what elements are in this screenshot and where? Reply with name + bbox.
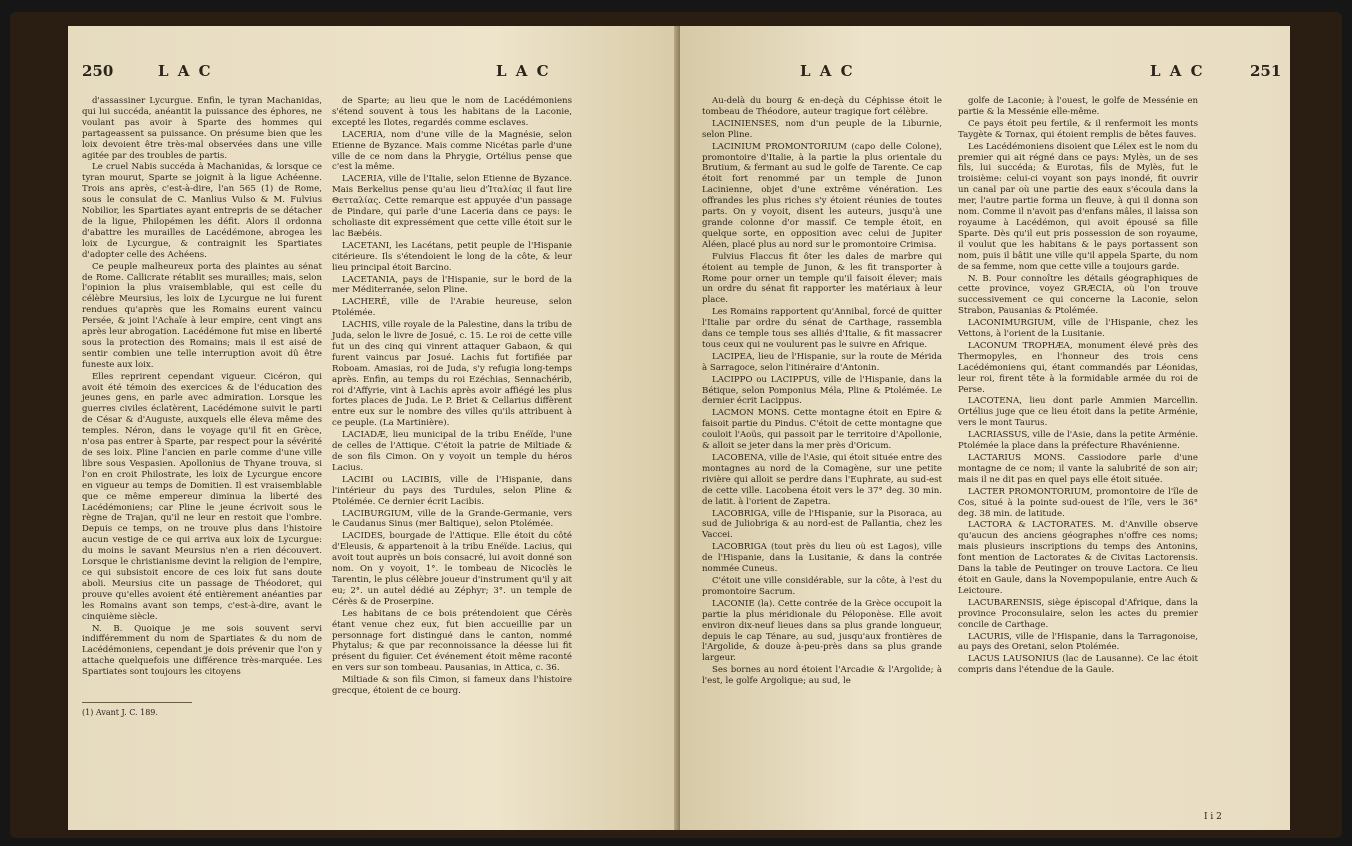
paragraph: LACOBENA, ville de l'Asie, qui étoit située entre des montagnes au nord de la Comagène, sur une petite rivière qui alloit se perdre dans l'Euphrate, au sud-est de cette ville. Lacobena étoit vers le 37° deg. 30 min. de latit. à l'orient de Zapetra. [702,453,942,507]
paragraph: LACOTENA, lieu dont parle Ammien Marcellin. Ortélius juge que ce lieu étoit dans la petite Arménie, vers le mont Taurus. [958,396,1198,429]
paragraph: Le cruel Nabis succéda à Machanidas, & lorsque ce tyran mourut, Sparte se joignit à la ligue Achéenne. Trois ans après, c'est-à-dire, l'an 565 (1) de Rome, sous le consulat de C. Manlius Vulso & M. Fulvius Nobilior, les Spartiates ayant entrepris de se détacher de la ligue, Philopémen les défit. Alors il ordonna d'abattre les murailles de Lacédémone, abrogea les loix de Lycurgue, & contraignit les Spartiates d'adopter celle des Achéens. [82,162,322,260]
paragraph: LACETANIA, pays de l'Hispanie, sur le bord de la mer Méditerranée, selon Pline. [332,274,572,296]
left-column-2 [332,96,572,816]
paragraph: LACHERÉ, ville de l'Arabie heureuse, selon Ptolémée. [332,297,572,319]
page-number-left: 250 [82,62,114,80]
paragraph: LACRIASSUS, ville de l'Asie, dans la petite Arménie. Ptolémée la place dans la préfecture Rhavénienne. [958,430,1198,452]
paragraph: LACETANI, les Lacétans, petit peuple de l'Hispanie citérieure. Ils s'étendoient le long de la côte, & leur lieu principal étoit Barcino. [332,240,572,273]
paragraph: de Sparte; au lieu que le nom de Lacédémoniens s'étend souvent à tous les habitans de la Laconie, excepté les Ilotes, regardés comme esclaves. [332,96,572,128]
running-head-right-1: L A C [800,62,855,80]
paragraph: LACUS LAUSONIUS (lac de Lausanne). Ce lac étoit compris dans l'étendue de la Gaule. [958,654,1198,676]
footnote-rule [82,702,192,703]
paragraph: LACURIS, ville de l'Hispanie, dans la Tarragonoise, au pays des Oretani, selon Ptolémée. [958,631,1198,653]
paragraph: Au-delà du bourg & en-deçà du Céphisse étoit le tombeau de Théodore, auteur tragique fort célèbre. [702,96,942,117]
paragraph: Ses bornes au nord étoient l'Arcadie & l'Argolide; à l'est, le golfe Argolique; au sud, le [702,665,942,687]
signature-mark: I i 2 [1204,812,1222,822]
paragraph: C'étoit une ville considérable, sur la côte, à l'est du promontoire Sacrum. [702,575,942,597]
paragraph: Fulvius Flaccus fit ôter les dales de marbre qui étoient au temple de Junon, & les fit transporter à Rome pour orner un temple qu'il faisoit élever; mais un ordre du sénat fit rapporter les matériaux à leur place. [702,251,942,306]
right-page [680,26,1290,830]
paragraph: LACIBURGIUM, ville de la Grande-Germanie, vers le Caudanus Sinus (mer Baltique), selon Ptolémée. [332,508,572,530]
paragraph: LACMON MONS. Cette montagne étoit en Epire & faisoit partie du Pindus. C'étoit de cette montagne que couloit l'Aoüs, qui passoit par le territoire d'Apollonie, & alloit se jeter dans la mer près d'Oricum. [702,408,942,452]
paragraph: LACOBRIGA (tout près du lieu où est Lagos), ville de l'Hispanie, dans la Lusitanie, & dans la contrée nommée Cuneus. [702,542,942,575]
paragraph: LACTER PROMONTORIUM, promontoire de l'île de Cos, situé à la pointe sud-ouest de l'île, vers le 36° deg. 38 min. de latitude. [958,486,1198,519]
paragraph: LACERIA, ville de l'Italie, selon Etienne de Byzance. Mais Berkelius pense qu'au lieu d'Ἰταλίας il faut lire Θετταλίας. Cette remarque est appuyée d'un passage de Pindare, qui parle d'une Laceria dans ce pays: le scholiaste dit expressément que cette ville étoit sur le lac Bæbéis. [332,174,572,239]
footnote: (1) Avant J. C. 189. [82,708,158,717]
paragraph: LACOBRIGA, ville de l'Hispanie, sur la Pisoraca, au sud de Juliobriga & au nord-est de Pallantia, chez les Vaccei. [702,508,942,541]
paragraph: LACTORA & LACTORATES. M. d'Anville observe qu'aucun des anciens géographes n'offre ces noms; mais plusieurs inscriptions du temps des Antonins, font mention de Lactorates & de Civitas Lactorensis. Dans la table de Peutinger on trouve Lactora. Ce lieu étoit en Gaule, dans la Novempopulanie, entre Auch & Leictoure. [958,520,1198,596]
paragraph: LACINIENSES, nom d'un peuple de la Liburnie, selon Pline. [702,118,942,140]
paragraph: LACERIA, nom d'une ville de la Magnésie, selon Etienne de Byzance. Mais comme Nicétas parle d'une ville de ce nom dans la Phrygie, Ortélius pense que c'est la même. [332,129,572,173]
paragraph: LACHIS, ville royale de la Palestine, dans la tribu de Juda, selon le livre de Josué, c. 15. Le roi de cette ville fut un des cinq qui vinrent attaquer Gabaon, & qui furent vaincus par Josué. Lachis fut fortifiée par Roboam. Amasias, roi de Juda, s'y refugia long-temps après. Enfin, au temps du roi Ezéchias, Sennachérib, roi d'Affyrie, vint à Lachis après avoir affiégé les plus fortes places de Juda. Le P. Briet & Cellarius diffèrent entre eux sur le nombre des villes qu'ils attribuent à ce peuple. (La Martinière). [332,320,572,429]
paragraph: Les habitans de ce bois prétendoient que Cérès étant venue chez eux, fut bien accueillie par un personnage fort distingué dans le canton, nommé Phytalus; & que par reconnoissance la déesse lui fit présent du figuier. Cet événement étoit même raconté en vers sur son tombeau. Pausanias, in Attica, c. 36. [332,608,572,674]
paragraph: Ce pays étoit peu fertile, & il renfermoit les monts Taygète & Tornax, qui étoient remplis de bêtes fauves. [958,118,1198,140]
paragraph: d'assassiner Lycurgue. Enfin, le tyran Machanidas, qui lui succéda, anéantit la puissance des éphores, ne voulant pas avoir à Sparte des hommes qui partageassent sa puissance. On présume bien que les loix devoient être très-mal observées dans une ville agitée par des troubles de partis. [82,96,322,161]
paragraph: LACIDES, bourgade de l'Attique. Elle étoit du côté d'Eleusis, & appartenoit à la tribu Enéïde. Lacius, qui avoit tout auprès un bois consacré, lui avoit donné son nom. On y voyoit, 1°. le tombeau de Nicoclès le Tarentin, le plus célèbre joueur d'instrument qu'il y ait eu; 2°. un autel dédié au Zéphyr; 3°. un temple de Cérès & de Proserpine. [332,531,572,607]
paragraph: LACIPEA, lieu de l'Hispanie, sur la route de Mérida à Sarragoce, selon l'itinéraire d'Antonin. [702,351,942,373]
right-column-2 [958,96,1198,796]
paragraph: golfe de Laconie; à l'ouest, le golfe de Messénie en partie & la Messénie elle-même. [958,96,1198,117]
running-head-left-2: L A C [496,62,551,80]
running-head-left-1: L A C [158,62,213,80]
paragraph: Les Lacédémoniens disoient que Lélex est le nom du premier qui ait régné dans ce pays: Mylès, un de ses fils, lui succéda; & Eurotas, fils de Mylès, fut le troisième: celui-ci voyant son pays inondé, fit ouvrir un canal par où une partie des eaux s'écoula dans la mer, l'autre partie forma un fleuve, à qui il donna son nom. Comme il n'avoit pas d'enfans mâles, il laissa son royaume à Lacédémon, qui avoit épousé sa fille Sparte. Dès qu'il eut pris possession de son royaume, il voulut que les habitans & le pays portassent son nom, puis il bâtit une ville qu'il appela Sparte, du nom de sa femme, nom que cette ville a toujours garde. [958,141,1198,272]
page-number-right: 251 [1250,62,1282,80]
left-column-1 [82,96,322,706]
paragraph: Ce peuple malheureux porta des plaintes au sénat de Rome. Callicrate rétablit ses murailles; mais, selon l'opinion la plus vraisemblable, qui est celle du célèbre Meursius, les loix de Lycurgue ne lui furent rendues qu'après que les Romains eurent vaincu Persée, & joint l'Achaïe à leur empire, cent vingt ans après leur abrogation. Lacédémone fut mise en liberté sous la protection des Romains; mais il est aisé de sentir combien une telle interruption avoit dû être funeste aux loix. [82,261,322,370]
paragraph: Miltiade & son fils Cimon, si fameux dans l'histoire grecque, étoient de ce bourg. [332,675,572,697]
paragraph: LACONIMURGIUM, ville de l'Hispanie, chez les Vettons, à l'orient de la Lusitanie. [958,318,1198,340]
paragraph: LACONIE (la). Cette contrée de la Grèce occupoit la partie la plus méridionale du Péloponèse. Elle avoit environ dix-neuf lieues dans sa plus grande longueur, depuis le cap Ténare, au sud, jusqu'aux frontières de l'Argolide, & douze à-peu-près dans sa plus grande largeur. [702,598,942,664]
paragraph: LACIADÆ, lieu municipal de la tribu Enéïde, l'une de celles de l'Attique. C'étoit la patrie de Miltiade & de son fils Cimon. On y voyoit un temple du héros Lacius. [332,430,572,473]
right-column-1 [702,96,942,816]
paragraph: LACUBARENSIS, siège épiscopal d'Afrique, dans la province Proconsulaire, selon les actes du premier concile de Carthage. [958,597,1198,630]
book-spread [10,12,1342,838]
paragraph: Les Romains rapportent qu'Annibal, forcé de quitter l'Italie par ordre du sénat de Carthage, rassembla dans ce temple tous ses alliés d'Italie, & fit massacrer tous ceux qui ne voulurent pas le suivre en Afrique. [702,307,942,350]
running-head-right-2: L A C [1150,62,1205,80]
paragraph: LACIBI ou LACIBIS, ville de l'Hispanie, dans l'intérieur du pays des Turdules, selon Pline & Ptolémée. Ce dernier écrit Lacibis. [332,474,572,507]
paragraph: N. B. Quoique je me sois souvent servi indifféremment du nom de Spartiates & du nom de Lacédémoniens, cependant je dois prévenir que l'on y attache quelquefois une différence très-marquée. Les Spartiates sont toujours les citoyens [82,623,322,678]
paragraph: LACIPPO ou LACIPPUS, ville de l'Hispanie, dans la Bétique, selon Pomponius Méla, Pline & Ptolémée. Le dernier écrit Lacippus. [702,374,942,407]
paragraph: Elles reprirent cependant vigueur. Cicéron, qui avoit été témoin des exercices & de l'éducation des jeunes gens, en parle avec admiration. Lorsque les guerres civiles éclatèrent, Lacédémone suivit le parti de César & d'Auguste, auxquels elle éleva même des temples. Néron, dans le voyage qu'il fit en Grèce, n'osa pas entrer à Sparte, par respect pour la sévérité de ses loix. Pline l'ancien en parle comme d'une ville libre sous Vespasien. Apollonius de Thyane trouva, si l'on en croit Philostrate, les loix de Lycurgue encore en vigueur au temps de Domitien. Il est vraisemblable que ce même empereur diminua la liberté des Lacédémoniens; car Pline le jeune écrivoit sous le règne de Trajan, qu'il ne leur en restoit que l'ombre. Depuis ce temps, on ne trouve plus dans l'histoire aucun vestige de ce qui arriva aux loix de Lycurgue: du moins le savant Meursius n'en a rien découvert. Lorsque le christianisme devint la religion de l'empire, ce qui subsistoit encore de ces loix fut sans doute aboli. Meursius cite un passage de Théodoret, qui prouve qu'elles avoient été entièrement anéanties par les Romains avant son temps, c'est-à-dire, avant le cinquième siècle. [82,371,322,622]
paragraph: LACINIUM PROMONTORIUM (capo delle Colone), promontoire d'Italie, à la partie la plus orientale du Brutium, & fermant au sud le golfe de Tarente. Ce cap étoit fort renommé par un temple de Junon Lacinienne, objet d'une extrême vénération. Les offrandes les plus riches s'y étoient réunies de toutes parts. On y voyoit, disent les auteurs, jusqu'à une grande colonne d'or massif. Ce temple étoit, en quelque sorte, en opposition avec celui de Jupiter Aléen, placé plus au nord sur le promontoire Crimisa. [702,141,942,250]
paragraph: LACTARIUS MONS. Cassiodore parle d'une montagne de ce nom; il vante la salubrité de son air; mais il ne dit pas en quel pays elle étoit située. [958,453,1198,485]
paragraph: LACONUM TROPHÆA, monument élevé près des Thermopyles, en l'honneur des trois cens Lacédémoniens qui, étant commandés par Léonidas, leur roi, firent tête à la formidable armée du roi de Perse. [958,340,1198,395]
paragraph: N. B. Pour connoître les détails géographiques de cette province, voyez GRÆCIA, où l'on trouve successivement ce qui concerne la Laconie, selon Strabon, Pausanias & Ptolémée. [958,273,1198,317]
left-page [68,26,678,830]
